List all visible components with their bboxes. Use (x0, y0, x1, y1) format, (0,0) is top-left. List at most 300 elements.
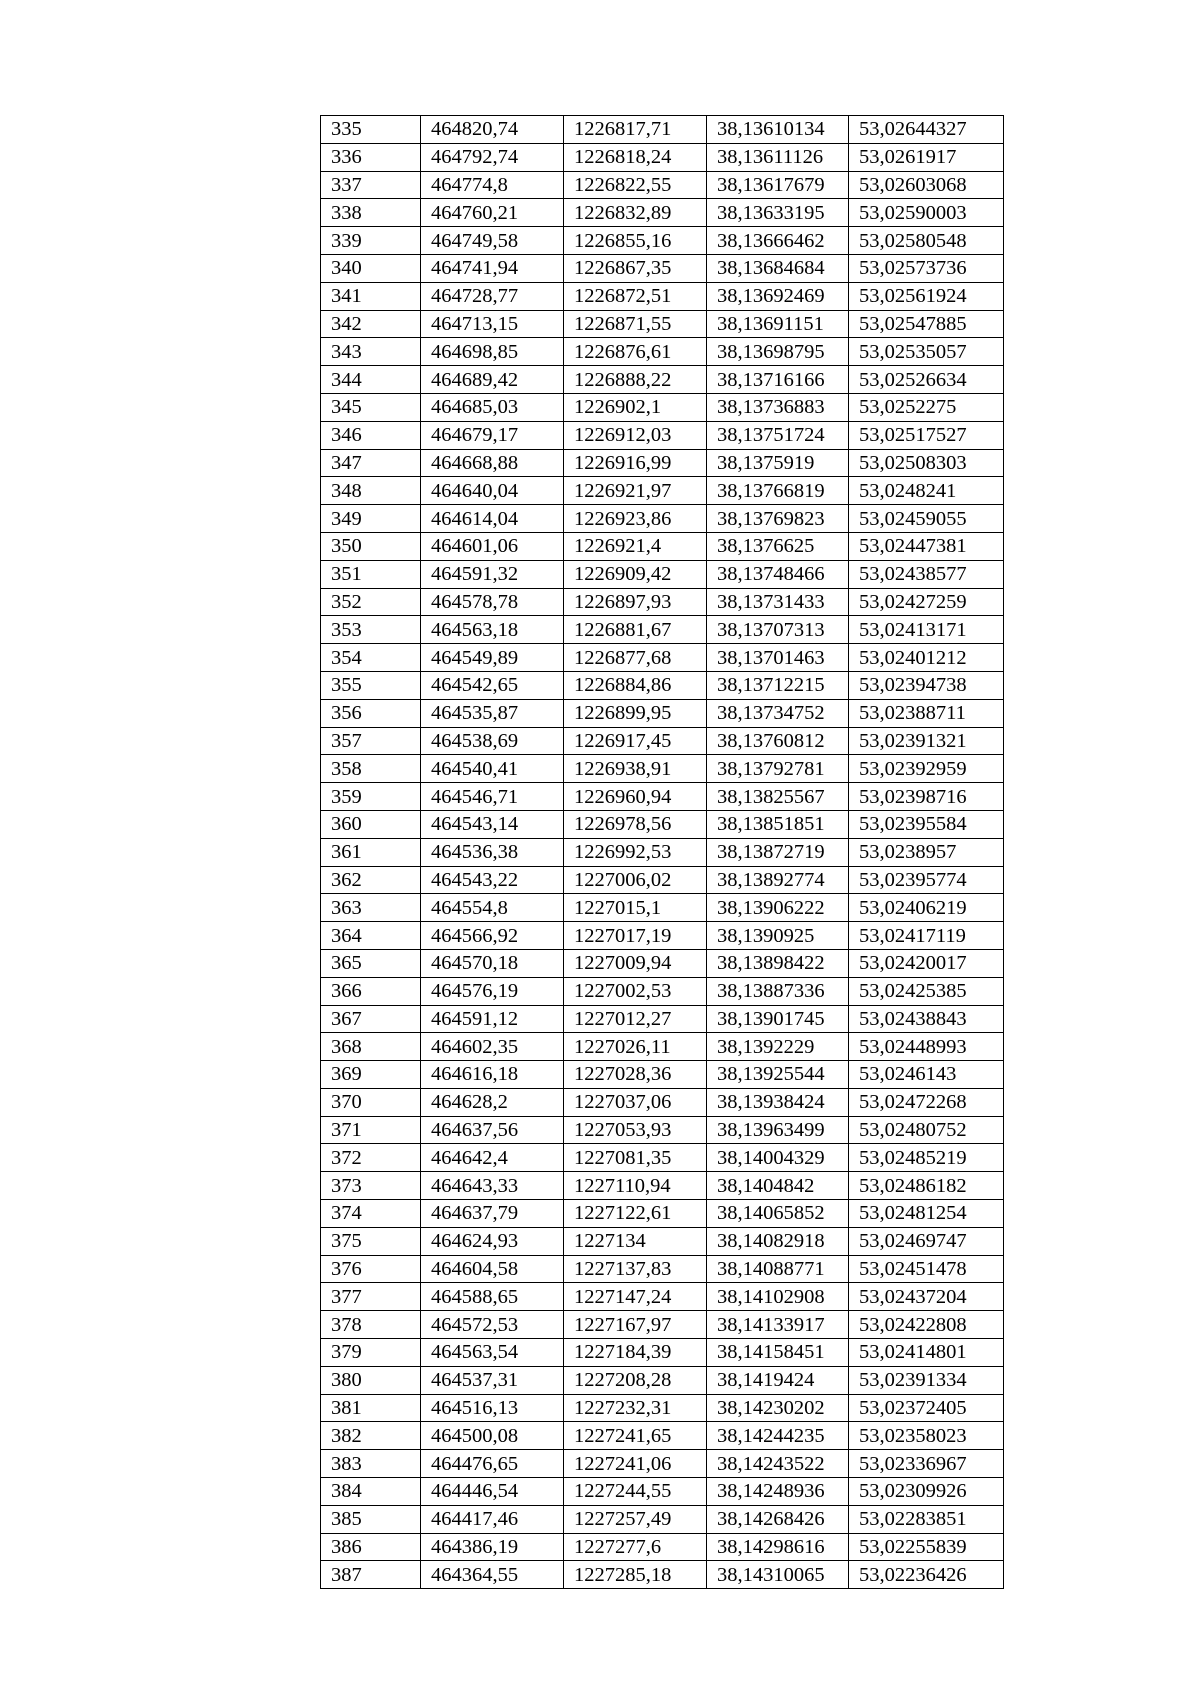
point-number-cell: 378 (321, 1311, 421, 1339)
table-row (321, 338, 1004, 366)
y-coordinate-cell: 1227110,94 (564, 1172, 707, 1200)
point-number-cell: 371 (321, 1116, 421, 1144)
table-row (321, 1422, 1004, 1450)
y-coordinate-cell: 1226921,97 (564, 477, 707, 505)
x-coordinate-cell: 464698,85 (421, 338, 564, 366)
point-number-cell: 340 (321, 254, 421, 282)
x-coordinate-cell: 464679,17 (421, 421, 564, 449)
latitude-cell: 53,02236426 (849, 1561, 1004, 1589)
point-number-cell: 368 (321, 1033, 421, 1061)
x-coordinate-cell: 464563,54 (421, 1339, 564, 1367)
y-coordinate-cell: 1226818,24 (564, 143, 707, 171)
latitude-cell: 53,02391321 (849, 727, 1004, 755)
point-number-cell: 356 (321, 699, 421, 727)
latitude-cell: 53,02644327 (849, 116, 1004, 144)
point-number-cell: 367 (321, 1005, 421, 1033)
table-row (321, 1088, 1004, 1116)
longitude-cell: 38,13851851 (707, 810, 849, 838)
table-row (321, 1116, 1004, 1144)
latitude-cell: 53,02447381 (849, 532, 1004, 560)
y-coordinate-cell: 1226888,22 (564, 366, 707, 394)
longitude-cell: 38,1390925 (707, 922, 849, 950)
latitude-cell: 53,02406219 (849, 894, 1004, 922)
y-coordinate-cell: 1226832,89 (564, 199, 707, 227)
coordinates-table-body (321, 116, 1004, 1589)
latitude-cell: 53,02603068 (849, 171, 1004, 199)
x-coordinate-cell: 464535,87 (421, 699, 564, 727)
x-coordinate-cell: 464549,89 (421, 644, 564, 672)
y-coordinate-cell: 1227028,36 (564, 1061, 707, 1089)
latitude-cell: 53,0261917 (849, 143, 1004, 171)
longitude-cell: 38,14310065 (707, 1561, 849, 1589)
x-coordinate-cell: 464554,8 (421, 894, 564, 922)
latitude-cell: 53,02526634 (849, 366, 1004, 394)
latitude-cell: 53,02417119 (849, 922, 1004, 950)
table-row (321, 977, 1004, 1005)
longitude-cell: 38,13731433 (707, 588, 849, 616)
x-coordinate-cell: 464578,78 (421, 588, 564, 616)
point-number-cell: 369 (321, 1061, 421, 1089)
longitude-cell: 38,13751724 (707, 421, 849, 449)
y-coordinate-cell: 1226917,45 (564, 727, 707, 755)
x-coordinate-cell: 464624,93 (421, 1227, 564, 1255)
table-row (321, 699, 1004, 727)
x-coordinate-cell: 464537,31 (421, 1366, 564, 1394)
longitude-cell: 38,13872719 (707, 838, 849, 866)
latitude-cell: 53,02255839 (849, 1533, 1004, 1561)
table-row (321, 1561, 1004, 1589)
latitude-cell: 53,02422808 (849, 1311, 1004, 1339)
x-coordinate-cell: 464540,41 (421, 755, 564, 783)
point-number-cell: 380 (321, 1366, 421, 1394)
latitude-cell: 53,02283851 (849, 1505, 1004, 1533)
table-row (321, 1283, 1004, 1311)
point-number-cell: 347 (321, 449, 421, 477)
point-number-cell: 375 (321, 1227, 421, 1255)
table-row (321, 1200, 1004, 1228)
latitude-cell: 53,02309926 (849, 1478, 1004, 1506)
coordinates-table (320, 115, 1004, 1589)
x-coordinate-cell: 464760,21 (421, 199, 564, 227)
x-coordinate-cell: 464640,04 (421, 477, 564, 505)
latitude-cell: 53,02480752 (849, 1116, 1004, 1144)
y-coordinate-cell: 1226923,86 (564, 505, 707, 533)
table-row (321, 1478, 1004, 1506)
longitude-cell: 38,13825567 (707, 783, 849, 811)
table-row (321, 1144, 1004, 1172)
y-coordinate-cell: 1226916,99 (564, 449, 707, 477)
y-coordinate-cell: 1227167,97 (564, 1311, 707, 1339)
table-row (321, 116, 1004, 144)
latitude-cell: 53,02413171 (849, 616, 1004, 644)
table-row (321, 1339, 1004, 1367)
table-row (321, 866, 1004, 894)
point-number-cell: 361 (321, 838, 421, 866)
point-number-cell: 376 (321, 1255, 421, 1283)
x-coordinate-cell: 464542,65 (421, 671, 564, 699)
latitude-cell: 53,02425385 (849, 977, 1004, 1005)
point-number-cell: 386 (321, 1533, 421, 1561)
table-row (321, 810, 1004, 838)
x-coordinate-cell: 464614,04 (421, 505, 564, 533)
longitude-cell: 38,14065852 (707, 1200, 849, 1228)
latitude-cell: 53,02438843 (849, 1005, 1004, 1033)
x-coordinate-cell: 464637,56 (421, 1116, 564, 1144)
latitude-cell: 53,02469747 (849, 1227, 1004, 1255)
longitude-cell: 38,14244235 (707, 1422, 849, 1450)
point-number-cell: 387 (321, 1561, 421, 1589)
x-coordinate-cell: 464563,18 (421, 616, 564, 644)
latitude-cell: 53,02395774 (849, 866, 1004, 894)
table-row (321, 949, 1004, 977)
x-coordinate-cell: 464792,74 (421, 143, 564, 171)
latitude-cell: 53,02580548 (849, 227, 1004, 255)
y-coordinate-cell: 1227208,28 (564, 1366, 707, 1394)
x-coordinate-cell: 464591,12 (421, 1005, 564, 1033)
x-coordinate-cell: 464685,03 (421, 393, 564, 421)
latitude-cell: 53,02481254 (849, 1200, 1004, 1228)
longitude-cell: 38,13691151 (707, 310, 849, 338)
latitude-cell: 53,02398716 (849, 783, 1004, 811)
x-coordinate-cell: 464689,42 (421, 366, 564, 394)
longitude-cell: 38,13963499 (707, 1116, 849, 1144)
latitude-cell: 53,02427259 (849, 588, 1004, 616)
longitude-cell: 38,13769823 (707, 505, 849, 533)
latitude-cell: 53,02401212 (849, 644, 1004, 672)
x-coordinate-cell: 464820,74 (421, 116, 564, 144)
longitude-cell: 38,14102908 (707, 1283, 849, 1311)
x-coordinate-cell: 464643,33 (421, 1172, 564, 1200)
longitude-cell: 38,1404842 (707, 1172, 849, 1200)
x-coordinate-cell: 464417,46 (421, 1505, 564, 1533)
latitude-cell: 53,02573736 (849, 254, 1004, 282)
table-row (321, 727, 1004, 755)
table-row (321, 1255, 1004, 1283)
longitude-cell: 38,13766819 (707, 477, 849, 505)
table-row (321, 560, 1004, 588)
longitude-cell: 38,1376625 (707, 532, 849, 560)
x-coordinate-cell: 464741,94 (421, 254, 564, 282)
latitude-cell: 53,02394738 (849, 671, 1004, 699)
table-row (321, 922, 1004, 950)
longitude-cell: 38,14133917 (707, 1311, 849, 1339)
point-number-cell: 384 (321, 1478, 421, 1506)
x-coordinate-cell: 464364,55 (421, 1561, 564, 1589)
y-coordinate-cell: 1227147,24 (564, 1283, 707, 1311)
y-coordinate-cell: 1226938,91 (564, 755, 707, 783)
point-number-cell: 335 (321, 116, 421, 144)
y-coordinate-cell: 1227184,39 (564, 1339, 707, 1367)
longitude-cell: 38,13712215 (707, 671, 849, 699)
table-row (321, 227, 1004, 255)
x-coordinate-cell: 464774,8 (421, 171, 564, 199)
point-number-cell: 341 (321, 282, 421, 310)
x-coordinate-cell: 464616,18 (421, 1061, 564, 1089)
table-row (321, 254, 1004, 282)
longitude-cell: 38,13707313 (707, 616, 849, 644)
point-number-cell: 359 (321, 783, 421, 811)
table-row (321, 449, 1004, 477)
y-coordinate-cell: 1226884,86 (564, 671, 707, 699)
latitude-cell: 53,02388711 (849, 699, 1004, 727)
table-row (321, 1366, 1004, 1394)
table-row (321, 1533, 1004, 1561)
latitude-cell: 53,0252275 (849, 393, 1004, 421)
y-coordinate-cell: 1226867,35 (564, 254, 707, 282)
y-coordinate-cell: 1227015,1 (564, 894, 707, 922)
point-number-cell: 363 (321, 894, 421, 922)
latitude-cell: 53,02414801 (849, 1339, 1004, 1367)
point-number-cell: 372 (321, 1144, 421, 1172)
point-number-cell: 352 (321, 588, 421, 616)
x-coordinate-cell: 464446,54 (421, 1478, 564, 1506)
table-row (321, 1227, 1004, 1255)
y-coordinate-cell: 1226960,94 (564, 783, 707, 811)
y-coordinate-cell: 1226876,61 (564, 338, 707, 366)
x-coordinate-cell: 464572,53 (421, 1311, 564, 1339)
table-row (321, 1061, 1004, 1089)
y-coordinate-cell: 1226902,1 (564, 393, 707, 421)
latitude-cell: 53,02535057 (849, 338, 1004, 366)
x-coordinate-cell: 464566,92 (421, 922, 564, 950)
x-coordinate-cell: 464516,13 (421, 1394, 564, 1422)
y-coordinate-cell: 1227081,35 (564, 1144, 707, 1172)
point-number-cell: 373 (321, 1172, 421, 1200)
x-coordinate-cell: 464570,18 (421, 949, 564, 977)
x-coordinate-cell: 464543,14 (421, 810, 564, 838)
x-coordinate-cell: 464628,2 (421, 1088, 564, 1116)
y-coordinate-cell: 1226817,71 (564, 116, 707, 144)
longitude-cell: 38,13938424 (707, 1088, 849, 1116)
y-coordinate-cell: 1227017,19 (564, 922, 707, 950)
y-coordinate-cell: 1227137,83 (564, 1255, 707, 1283)
y-coordinate-cell: 1227241,06 (564, 1450, 707, 1478)
y-coordinate-cell: 1227244,55 (564, 1478, 707, 1506)
longitude-cell: 38,13611126 (707, 143, 849, 171)
table-row (321, 421, 1004, 449)
point-number-cell: 385 (321, 1505, 421, 1533)
longitude-cell: 38,13734752 (707, 699, 849, 727)
y-coordinate-cell: 1226921,4 (564, 532, 707, 560)
y-coordinate-cell: 1226899,95 (564, 699, 707, 727)
point-number-cell: 358 (321, 755, 421, 783)
table-row (321, 393, 1004, 421)
latitude-cell: 53,02437204 (849, 1283, 1004, 1311)
longitude-cell: 38,13698795 (707, 338, 849, 366)
longitude-cell: 38,13701463 (707, 644, 849, 672)
point-number-cell: 338 (321, 199, 421, 227)
point-number-cell: 345 (321, 393, 421, 421)
longitude-cell: 38,13736883 (707, 393, 849, 421)
y-coordinate-cell: 1226881,67 (564, 616, 707, 644)
table-row (321, 1450, 1004, 1478)
table-row (321, 199, 1004, 227)
table-row (321, 1005, 1004, 1033)
x-coordinate-cell: 464538,69 (421, 727, 564, 755)
point-number-cell: 370 (321, 1088, 421, 1116)
x-coordinate-cell: 464500,08 (421, 1422, 564, 1450)
latitude-cell: 53,02590003 (849, 199, 1004, 227)
latitude-cell: 53,02395584 (849, 810, 1004, 838)
y-coordinate-cell: 1226897,93 (564, 588, 707, 616)
longitude-cell: 38,13898422 (707, 949, 849, 977)
point-number-cell: 364 (321, 922, 421, 950)
y-coordinate-cell: 1226912,03 (564, 421, 707, 449)
latitude-cell: 53,02485219 (849, 1144, 1004, 1172)
x-coordinate-cell: 464536,38 (421, 838, 564, 866)
x-coordinate-cell: 464476,65 (421, 1450, 564, 1478)
y-coordinate-cell: 1227285,18 (564, 1561, 707, 1589)
table-row (321, 505, 1004, 533)
y-coordinate-cell: 1227241,65 (564, 1422, 707, 1450)
latitude-cell: 53,02561924 (849, 282, 1004, 310)
point-number-cell: 354 (321, 644, 421, 672)
longitude-cell: 38,13617679 (707, 171, 849, 199)
latitude-cell: 53,02372405 (849, 1394, 1004, 1422)
y-coordinate-cell: 1227037,06 (564, 1088, 707, 1116)
x-coordinate-cell: 464728,77 (421, 282, 564, 310)
x-coordinate-cell: 464546,71 (421, 783, 564, 811)
y-coordinate-cell: 1226978,56 (564, 810, 707, 838)
point-number-cell: 355 (321, 671, 421, 699)
longitude-cell: 38,13906222 (707, 894, 849, 922)
longitude-cell: 38,13887336 (707, 977, 849, 1005)
longitude-cell: 38,14088771 (707, 1255, 849, 1283)
point-number-cell: 353 (321, 616, 421, 644)
x-coordinate-cell: 464588,65 (421, 1283, 564, 1311)
y-coordinate-cell: 1227257,49 (564, 1505, 707, 1533)
longitude-cell: 38,13633195 (707, 199, 849, 227)
point-number-cell: 336 (321, 143, 421, 171)
table-row (321, 1311, 1004, 1339)
table-row (321, 1505, 1004, 1533)
y-coordinate-cell: 1227009,94 (564, 949, 707, 977)
longitude-cell: 38,14268426 (707, 1505, 849, 1533)
table-row (321, 671, 1004, 699)
point-number-cell: 381 (321, 1394, 421, 1422)
latitude-cell: 53,02517527 (849, 421, 1004, 449)
x-coordinate-cell: 464543,22 (421, 866, 564, 894)
y-coordinate-cell: 1227134 (564, 1227, 707, 1255)
longitude-cell: 38,13901745 (707, 1005, 849, 1033)
longitude-cell: 38,1419424 (707, 1366, 849, 1394)
x-coordinate-cell: 464713,15 (421, 310, 564, 338)
latitude-cell: 53,02459055 (849, 505, 1004, 533)
point-number-cell: 379 (321, 1339, 421, 1367)
longitude-cell: 38,13892774 (707, 866, 849, 894)
y-coordinate-cell: 1226877,68 (564, 644, 707, 672)
point-number-cell: 382 (321, 1422, 421, 1450)
longitude-cell: 38,13792781 (707, 755, 849, 783)
y-coordinate-cell: 1227012,27 (564, 1005, 707, 1033)
latitude-cell: 53,02392959 (849, 755, 1004, 783)
y-coordinate-cell: 1226822,55 (564, 171, 707, 199)
point-number-cell: 374 (321, 1200, 421, 1228)
y-coordinate-cell: 1227026,11 (564, 1033, 707, 1061)
longitude-cell: 38,1375919 (707, 449, 849, 477)
x-coordinate-cell: 464576,19 (421, 977, 564, 1005)
table-row (321, 282, 1004, 310)
y-coordinate-cell: 1227277,6 (564, 1533, 707, 1561)
table-row (321, 755, 1004, 783)
longitude-cell: 38,13692469 (707, 282, 849, 310)
point-number-cell: 342 (321, 310, 421, 338)
longitude-cell: 38,14158451 (707, 1339, 849, 1367)
latitude-cell: 53,0238957 (849, 838, 1004, 866)
table-row (321, 171, 1004, 199)
y-coordinate-cell: 1226871,55 (564, 310, 707, 338)
latitude-cell: 53,02420017 (849, 949, 1004, 977)
longitude-cell: 38,1392229 (707, 1033, 849, 1061)
x-coordinate-cell: 464604,58 (421, 1255, 564, 1283)
longitude-cell: 38,14243522 (707, 1450, 849, 1478)
point-number-cell: 357 (321, 727, 421, 755)
y-coordinate-cell: 1227232,31 (564, 1394, 707, 1422)
table-row (321, 588, 1004, 616)
table-row (321, 783, 1004, 811)
y-coordinate-cell: 1226909,42 (564, 560, 707, 588)
longitude-cell: 38,13684684 (707, 254, 849, 282)
latitude-cell: 53,02438577 (849, 560, 1004, 588)
x-coordinate-cell: 464668,88 (421, 449, 564, 477)
point-number-cell: 366 (321, 977, 421, 1005)
longitude-cell: 38,13716166 (707, 366, 849, 394)
point-number-cell: 339 (321, 227, 421, 255)
table-row (321, 616, 1004, 644)
latitude-cell: 53,02472268 (849, 1088, 1004, 1116)
latitude-cell: 53,02448993 (849, 1033, 1004, 1061)
y-coordinate-cell: 1227053,93 (564, 1116, 707, 1144)
x-coordinate-cell: 464601,06 (421, 532, 564, 560)
x-coordinate-cell: 464642,4 (421, 1144, 564, 1172)
y-coordinate-cell: 1226872,51 (564, 282, 707, 310)
longitude-cell: 38,14082918 (707, 1227, 849, 1255)
point-number-cell: 349 (321, 505, 421, 533)
point-number-cell: 343 (321, 338, 421, 366)
x-coordinate-cell: 464591,32 (421, 560, 564, 588)
table-row (321, 143, 1004, 171)
latitude-cell: 53,02336967 (849, 1450, 1004, 1478)
longitude-cell: 38,14248936 (707, 1478, 849, 1506)
y-coordinate-cell: 1226855,16 (564, 227, 707, 255)
x-coordinate-cell: 464749,58 (421, 227, 564, 255)
latitude-cell: 53,02358023 (849, 1422, 1004, 1450)
x-coordinate-cell: 464602,35 (421, 1033, 564, 1061)
table-row (321, 366, 1004, 394)
latitude-cell: 53,0248241 (849, 477, 1004, 505)
latitude-cell: 53,02547885 (849, 310, 1004, 338)
latitude-cell: 53,02451478 (849, 1255, 1004, 1283)
table-row (321, 1172, 1004, 1200)
table-row (321, 894, 1004, 922)
y-coordinate-cell: 1227122,61 (564, 1200, 707, 1228)
table-row (321, 838, 1004, 866)
point-number-cell: 362 (321, 866, 421, 894)
y-coordinate-cell: 1226992,53 (564, 838, 707, 866)
longitude-cell: 38,13610134 (707, 116, 849, 144)
point-number-cell: 360 (321, 810, 421, 838)
x-coordinate-cell: 464386,19 (421, 1533, 564, 1561)
longitude-cell: 38,13666462 (707, 227, 849, 255)
point-number-cell: 365 (321, 949, 421, 977)
latitude-cell: 53,02391334 (849, 1366, 1004, 1394)
point-number-cell: 351 (321, 560, 421, 588)
table-row (321, 532, 1004, 560)
point-number-cell: 377 (321, 1283, 421, 1311)
longitude-cell: 38,14004329 (707, 1144, 849, 1172)
longitude-cell: 38,13748466 (707, 560, 849, 588)
table-row (321, 477, 1004, 505)
